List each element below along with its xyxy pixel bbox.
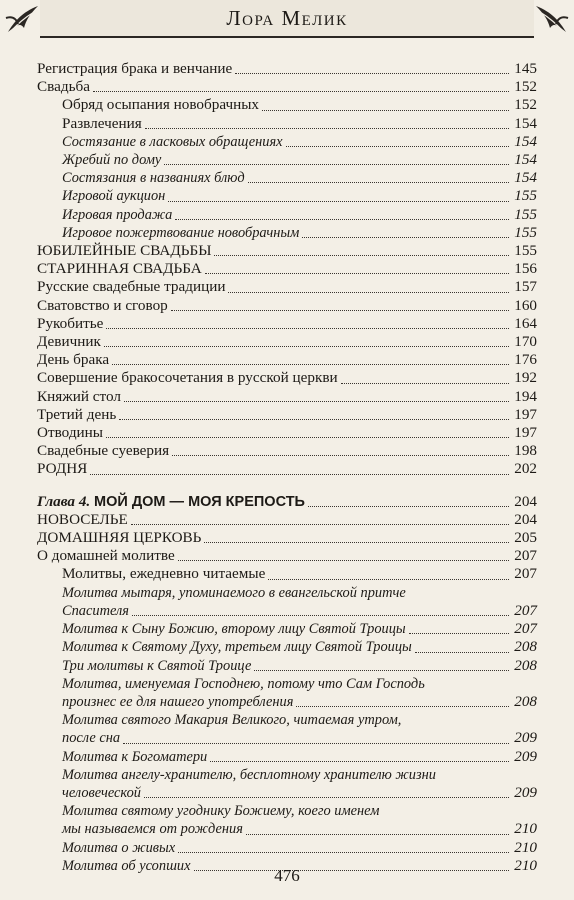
toc-entry-title: День брака	[37, 351, 110, 369]
chapter-label: Глава 4.	[37, 492, 91, 510]
toc-entry[interactable]	[37, 711, 537, 747]
toc-entry[interactable]	[37, 388, 537, 406]
leader-dots	[106, 327, 509, 329]
toc-entry-last-line	[37, 784, 537, 802]
toc-entry[interactable]	[37, 802, 537, 838]
leader-dots	[132, 614, 509, 616]
toc-entry[interactable]	[37, 60, 537, 78]
toc-entry-title: Третий день	[37, 405, 117, 423]
toc-entry[interactable]	[37, 766, 537, 802]
toc-entry[interactable]	[37, 460, 537, 478]
toc-entry-page: 160	[514, 296, 537, 314]
toc-entry[interactable]	[37, 424, 537, 442]
toc-entry-page: 154	[514, 132, 537, 150]
toc-entry-page: 145	[514, 60, 537, 77]
toc-entry[interactable]	[37, 96, 537, 114]
toc-entry-title: Рукобитье	[37, 314, 104, 332]
toc-entry-title: Молитва о живых	[62, 839, 176, 856]
toc-entry-page: 208	[514, 656, 537, 674]
toc-entry-page: 194	[514, 387, 537, 405]
toc-section-wedding	[37, 60, 537, 479]
leader-dots	[178, 851, 509, 853]
leader-dots	[308, 505, 509, 507]
toc-entry-title: Регистрация брака и венчание	[37, 60, 233, 77]
toc-entry[interactable]	[37, 151, 537, 169]
running-title: Лора Мелик	[226, 6, 348, 30]
toc-entry-page: 208	[514, 638, 537, 656]
leader-dots	[409, 632, 509, 634]
leader-dots	[104, 345, 509, 347]
toc-entry-title: Отводины	[37, 424, 104, 442]
toc-entry-page: 192	[514, 369, 537, 387]
leader-dots	[204, 541, 509, 543]
leader-dots	[144, 796, 509, 798]
toc-entry-page: 209	[514, 747, 537, 765]
toc-entry-page: 209	[514, 783, 537, 801]
toc-entry-page: 197	[514, 405, 537, 423]
toc-entry-page: 210	[514, 856, 537, 874]
table-of-contents	[37, 60, 537, 875]
toc-entry-title: Сватовство и сговор	[37, 296, 168, 314]
leader-dots	[175, 218, 509, 220]
toc-entry[interactable]	[37, 638, 537, 656]
leader-dots	[248, 181, 509, 183]
leader-dots	[90, 473, 509, 475]
toc-entry[interactable]	[37, 224, 537, 242]
leader-dots	[168, 200, 509, 202]
left-ornament-icon	[4, 2, 44, 36]
toc-entry-first-line: Молитва, именуемая Господнею, потому что Сам Господь	[62, 675, 425, 692]
toc-entry[interactable]	[37, 657, 537, 675]
toc-entry-page: 210	[514, 838, 537, 856]
toc-entry-page: 156	[514, 260, 537, 278]
leader-dots	[254, 669, 509, 671]
toc-entry-page: 152	[514, 96, 537, 114]
toc-entry-page: 207	[514, 547, 537, 565]
toc-entry-page: 157	[514, 278, 537, 296]
toc-entry-title: Молитва к Святому Духу, третьем лицу Святой Троицы	[62, 639, 412, 656]
toc-entry-page: 152	[514, 78, 537, 96]
toc-entry[interactable]	[37, 115, 537, 133]
toc-entry-title: Игровая продажа	[62, 206, 173, 223]
toc-entry-first-line: Молитва мытаря, упоминаемого в евангельской притче	[62, 584, 406, 601]
toc-entry-title: Спасителя	[62, 602, 129, 619]
leader-dots	[164, 163, 509, 165]
toc-entry-page: 155	[514, 205, 537, 223]
toc-entry[interactable]	[37, 675, 537, 711]
leader-dots	[106, 436, 509, 438]
toc-entry-first-line: Молитва ангелу-хранителю, бесплотному хранителю жизни	[62, 766, 436, 783]
toc-entry-title: человеческой	[62, 784, 142, 801]
toc-entry[interactable]	[37, 565, 537, 583]
toc-entry-page: 197	[514, 424, 537, 442]
toc-entry-first-line: Молитва святого Макария Великого, читаемая утром,	[62, 712, 402, 729]
toc-entry-page: 164	[514, 314, 537, 332]
toc-entry-title: Совершение бракосочетания в русской церкви	[37, 369, 338, 387]
leader-dots	[286, 145, 509, 147]
toc-entry-page: 155	[514, 242, 537, 260]
toc-entry-last-line	[37, 693, 537, 711]
leader-dots	[119, 418, 509, 420]
toc-entry[interactable]	[37, 351, 537, 369]
toc-entry-title: Молитва к Сыну Божию, второму лицу Святой Троицы	[62, 621, 406, 638]
toc-section-home	[37, 511, 537, 875]
chapter-page: 204	[514, 492, 537, 510]
leader-dots	[93, 90, 509, 92]
leader-dots	[210, 760, 509, 762]
leader-dots	[235, 72, 509, 74]
toc-entry-title: НОВОСЕЛЬЕ	[37, 510, 128, 528]
leader-dots	[228, 291, 509, 293]
right-ornament-icon	[530, 2, 570, 36]
toc-entry-title: Жребий по дому	[62, 152, 162, 169]
toc-entry-page: 155	[514, 187, 537, 205]
toc-entry[interactable]	[37, 748, 537, 766]
toc-entry[interactable]	[37, 78, 537, 96]
toc-entry-title: Состязания в названиях блюд	[62, 170, 245, 187]
toc-entry[interactable]	[37, 297, 537, 315]
toc-entry[interactable]	[37, 333, 537, 351]
toc-entry-page: 198	[514, 442, 537, 460]
toc-entry-title: Княжий стол	[37, 387, 121, 405]
toc-entry-title: Молитва к Богоматери	[62, 748, 208, 765]
toc-entry[interactable]	[37, 260, 537, 278]
toc-entry-title: Свадебные суеверия	[37, 442, 170, 460]
leader-dots	[123, 742, 509, 744]
toc-entry-last-line	[37, 820, 537, 838]
toc-entry[interactable]	[37, 442, 537, 460]
toc-entry-title: Развлечения	[62, 114, 142, 132]
toc-entry-title: РОДНЯ	[37, 460, 88, 478]
chapter-heading[interactable]	[37, 493, 537, 511]
leader-dots	[296, 705, 509, 707]
leader-dots	[205, 272, 509, 274]
header-bar	[40, 0, 534, 38]
page-number: 476	[274, 866, 300, 885]
leader-dots	[302, 236, 509, 238]
toc-entry[interactable]	[37, 620, 537, 638]
toc-entry-title: после сна	[62, 730, 121, 747]
toc-entry[interactable]	[37, 206, 537, 224]
toc-entry-title: Состязание в ласковых обращениях	[62, 133, 283, 150]
toc-entry-title: Молитвы, ежедневно читаемые	[62, 565, 266, 583]
toc-entry-title: мы называемся от рождения	[62, 821, 243, 838]
toc-entry[interactable]	[37, 187, 537, 205]
toc-entry-title: Девичник	[37, 333, 101, 351]
toc-entry-page: 210	[514, 820, 537, 838]
toc-entry-title: Свадьба	[37, 78, 90, 96]
leader-dots	[415, 651, 509, 653]
toc-entry[interactable]	[37, 369, 537, 387]
toc-entry-title: Обряд осыпания новобрачных	[62, 96, 260, 114]
toc-entry-page: 170	[514, 333, 537, 351]
leader-dots	[145, 127, 509, 129]
toc-entry-page: 205	[514, 529, 537, 547]
toc-entry[interactable]	[37, 406, 537, 424]
toc-entry-title: ЮБИЛЕЙНЫЕ СВАДЬБЫ	[37, 242, 212, 260]
toc-entry[interactable]	[37, 278, 537, 296]
toc-entry[interactable]	[37, 133, 537, 151]
chapter-title: МОЙ ДОМ — МОЯ КРЕПОСТЬ	[94, 493, 305, 510]
chapter-heading-text	[37, 493, 305, 511]
toc-entry-page: 207	[514, 565, 537, 583]
toc-entry-page: 154	[514, 169, 537, 187]
toc-entry-title: СТАРИННАЯ СВАДЬБА	[37, 260, 202, 278]
toc-entry-page: 154	[514, 114, 537, 132]
toc-entry-title: ДОМАШНЯЯ ЦЕРКОВЬ	[37, 529, 202, 547]
toc-entry-page: 204	[514, 510, 537, 528]
toc-entry-page: 176	[514, 351, 537, 369]
leader-dots	[262, 109, 509, 111]
toc-entry[interactable]	[37, 315, 537, 333]
leader-dots	[268, 578, 509, 580]
toc-entry-title: Молитва об усопших	[62, 857, 191, 874]
toc-entry-page: 207	[514, 601, 537, 619]
page-header	[0, 0, 574, 40]
toc-entry-title: Русские свадебные традиции	[37, 278, 226, 296]
toc-entry-title: Три молитвы к Святой Троице	[62, 657, 252, 674]
toc-entry[interactable]	[37, 839, 537, 857]
toc-entry-page: 202	[514, 460, 537, 478]
toc-entry-page: 155	[514, 223, 537, 241]
toc-entry[interactable]	[37, 169, 537, 187]
toc-entry[interactable]	[37, 547, 537, 565]
toc-entry[interactable]	[37, 584, 537, 620]
toc-entry-title: произнес ее для нашего употребления	[62, 693, 294, 710]
leader-dots	[246, 833, 509, 835]
toc-entry-page: 207	[514, 620, 537, 638]
toc-entry-page: 209	[514, 729, 537, 747]
toc-entry-last-line	[37, 729, 537, 747]
toc-entry[interactable]	[37, 242, 537, 260]
toc-entry-title: Игровое пожертвование новобрачным	[62, 224, 300, 241]
toc-entry-first-line: Молитва святому угоднику Божиему, коего именем	[62, 803, 380, 820]
toc-entry[interactable]	[37, 511, 537, 529]
leader-dots	[214, 254, 509, 256]
toc-entry-title: Игровой аукцион	[62, 188, 166, 205]
leader-dots	[131, 523, 509, 525]
leader-dots	[341, 382, 509, 384]
toc-entry[interactable]	[37, 529, 537, 547]
toc-entry-page: 154	[514, 151, 537, 169]
leader-dots	[112, 363, 509, 365]
toc-entry-page: 208	[514, 692, 537, 710]
toc-entry-last-line	[37, 602, 537, 620]
leader-dots	[124, 400, 509, 402]
leader-dots	[178, 559, 509, 561]
toc-entry-title: О домашней молитве	[37, 547, 175, 565]
leader-dots	[172, 454, 509, 456]
leader-dots	[171, 309, 509, 311]
